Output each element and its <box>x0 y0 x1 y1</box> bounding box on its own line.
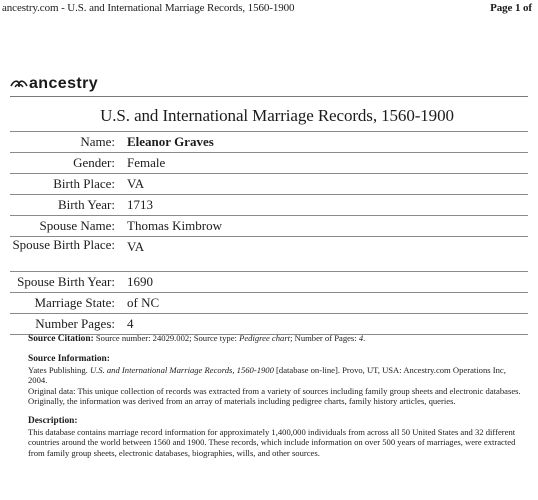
record-row-gender <box>10 153 528 174</box>
record-label: Spouse Birth Year: <box>17 274 115 289</box>
source-citation-text-3: . <box>363 333 366 343</box>
record-label: Birth Year: <box>57 197 115 212</box>
source-information-publisher <box>28 365 526 386</box>
record-table <box>10 131 528 335</box>
record-value: of NC <box>127 295 160 310</box>
record-row-spouse-birth-place <box>10 237 528 272</box>
record-row-spouse-name <box>10 216 528 237</box>
source-citation <box>28 333 526 344</box>
record-value: 4 <box>127 316 134 331</box>
source-information-original-data: Original data: This unique collection of records was extracted from a variety of sources including family group sheets and electronic databases. Originally, the information was derived from an array of materials including pedigree charts, family history articles, queries. <box>28 385 521 407</box>
source-information-title: U.S. and International Marriage Records, 1560-1900 <box>89 364 274 375</box>
ancestry-logo <box>10 74 98 94</box>
description-text: This database contains marriage record information for approximately 1,400,000 individuals from across all 50 United States and 32 different countries around the world between 1560 and 1900. These records, which include information on over 500 years of marriages, were extracted from family group sheets, electronic databases, biographies, wills, and other sources. <box>28 426 516 458</box>
record-row-birth-year <box>10 195 528 216</box>
print-url: ancestry.com - U.S. and International Marriage Records, 1560-1900 <box>2 2 295 14</box>
source-information <box>28 354 526 406</box>
record-label: Spouse Name: <box>39 218 115 233</box>
record-value: 1713 <box>127 197 153 212</box>
record-value: 1690 <box>127 274 153 289</box>
record-label: Birth Place: <box>53 176 115 191</box>
source-information-text-1: Yates Publishing. <box>28 364 90 375</box>
print-header <box>0 2 538 16</box>
record-row-birth-place <box>10 174 528 195</box>
record-value: Female <box>127 155 166 170</box>
source-citation-type: Pedigree chart <box>239 333 291 343</box>
description <box>28 416 526 458</box>
record-value: VA <box>127 239 145 254</box>
ancestry-wordmark: ancestry <box>29 75 99 92</box>
source-citation-pages: 4 <box>358 333 364 343</box>
record-row-name <box>10 132 528 153</box>
source-citation-text-1: Source number: 24029.002; Source type: <box>95 333 240 343</box>
source-information-text-2: [database on-line]. Provo, UT, USA: Ancestry.com Operations Inc, 2004. <box>28 364 506 386</box>
record-notes <box>28 333 526 468</box>
header-divider <box>10 96 528 97</box>
record-label: Marriage State: <box>34 295 115 310</box>
collection-title: U.S. and International Marriage Records, 1560-1900 <box>100 106 454 125</box>
record-label: Gender: <box>73 155 115 170</box>
source-information-heading: Source Information: <box>28 354 110 365</box>
record-row-spouse-birth-year <box>10 272 528 293</box>
record-value: VA <box>127 176 145 191</box>
print-page-number: Page 1 of <box>490 2 532 14</box>
record-label: Name: <box>80 134 115 149</box>
record-label: Number Pages: <box>35 316 115 331</box>
record-label: Spouse Birth Place: <box>12 237 115 252</box>
source-citation-text-2: ; Number of Pages: <box>290 333 359 343</box>
record-row-number-pages <box>10 314 528 335</box>
description-heading: Description: <box>28 416 78 427</box>
source-citation-heading: Source Citation: <box>28 334 94 344</box>
record-value: Thomas Kimbrow <box>127 218 222 233</box>
ancestry-leaf-icon <box>10 78 28 90</box>
record-row-marriage-state <box>10 293 528 314</box>
record-value: Eleanor Graves <box>127 134 214 149</box>
